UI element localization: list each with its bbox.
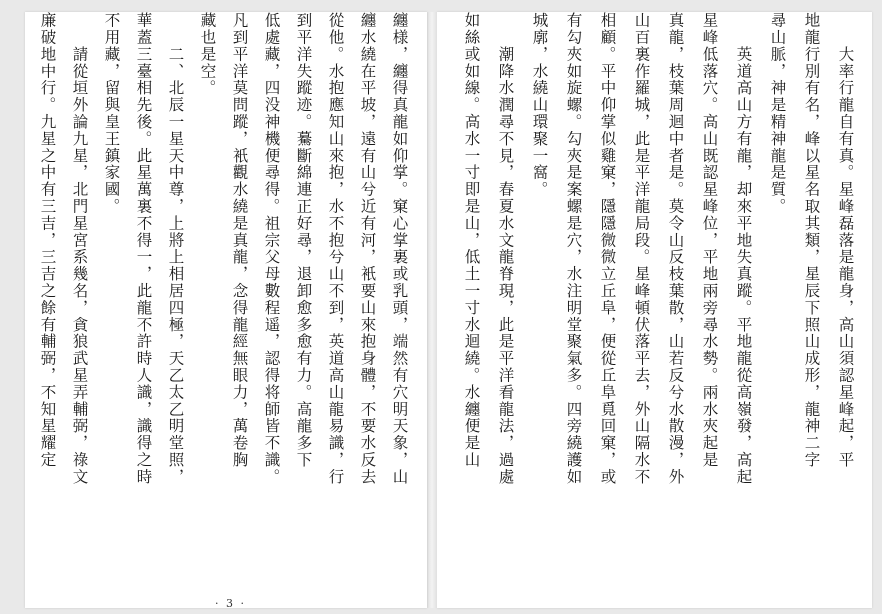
- book-gutter: [427, 12, 437, 608]
- text-column: 不用藏，留與皇王鎮家國。: [102, 12, 121, 215]
- text-column: 如絲或如線。高水一寸即是山，低土一寸水迴繞。水纏便是山: [462, 12, 481, 469]
- text-column: 凡到平洋莫問蹤，衹觀水繞是真龍，念得龍經無眼力，萬卷胸: [230, 12, 249, 469]
- text-column: 請從垣外論九星，北門星宮系幾名，貪狼武星弄輔弼，祿文: [70, 12, 89, 486]
- text-column: 山百裏作羅城，此是平洋龍局段。星峰頓伏落平去，外山隔水不: [632, 12, 651, 486]
- text-column: 星峰低落穴。高山既認星峰位，平地兩旁尋水勢。兩水夾起是: [700, 12, 719, 469]
- text-column: 尋山脈，神是精神龍是質。: [768, 12, 787, 215]
- text-column: 纏様，纏得真龍如仰掌。窠心掌裏或乳頭，端然有穴明天象，山: [390, 12, 409, 486]
- text-column: 到平洋失蹤迹。驀斷綿連正好尋，退卸愈多愈有力。高龍多下: [294, 12, 313, 469]
- text-column: 潮降水潤尋不見，春夏水文龍脊現，此是平洋看龍法，過處: [496, 12, 515, 486]
- left-page: [25, 12, 427, 608]
- text-column: 纏水繞在平坡，遠有山兮近有河，衹要山來抱身體，不要水反去: [358, 12, 377, 486]
- text-column: 藏也是空。: [198, 12, 217, 97]
- text-column: 廉破地中行。九星之中有三吉，三吉之餘有輔弼，不知星耀定: [38, 12, 57, 469]
- text-column: 真龍，枝葉周迴中者是。莫令山反枝葉散，山若反兮水散漫，外: [666, 12, 685, 486]
- text-column: 有勾夾如旋螺。勾夾是案螺是穴，水注明堂聚氣多。四旁繞護如: [564, 12, 583, 486]
- page-number: · 3 ·: [215, 597, 246, 610]
- right-page: [437, 12, 872, 608]
- text-column: 從他。水抱應知山來抱，水不抱兮山不到，英道高山龍易識，行: [326, 12, 345, 486]
- text-column: 華蓋三臺相先後。此星萬裏不得一，此龍不許時人識，識得之時: [134, 12, 153, 486]
- text-column: 相顧。平中仰掌似雞窠，隱隱微微立丘阜，便從丘阜覓回窠，或: [598, 12, 617, 486]
- text-column: 大率行龍自有真。星峰磊落是龍身，高山須認星峰起，平: [836, 12, 855, 469]
- text-column: 二、北辰一星天中尊，上將上相居四極，天乙太乙明堂照，: [166, 12, 185, 486]
- text-column: 英道高山方有龍，却來平地失真蹤。平地龍從高嶺發，高起: [734, 12, 753, 486]
- text-column: 城廓，水繞山環聚一窩。: [530, 12, 549, 198]
- text-column: 低處藏，四没神機便尋得。祖宗父母數程遥，認得将師皆不識。: [262, 12, 281, 486]
- text-column: 地龍行別有名，峰以星名取其類，星辰下照山成形，龍神二字: [802, 12, 821, 469]
